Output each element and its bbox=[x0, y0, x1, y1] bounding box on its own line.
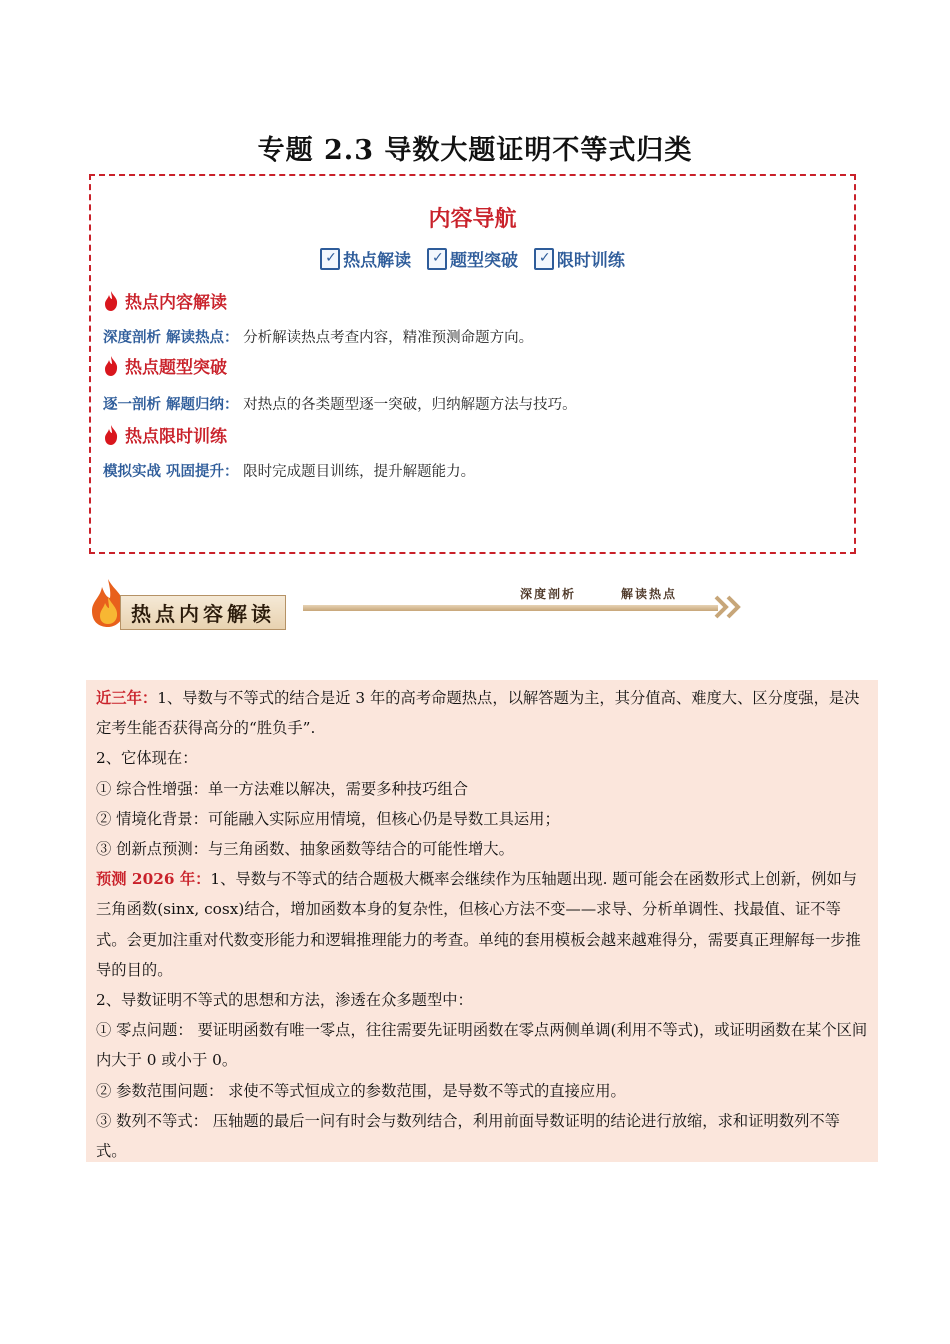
section-heading-hotspot bbox=[103, 288, 227, 313]
nav-tab-label: 热点解读 bbox=[343, 251, 412, 271]
nav-tabs bbox=[91, 246, 854, 275]
content-paragraph: ③ 创新点预测：与三角函数、抽象函数等结合的可能性增大。 bbox=[96, 840, 514, 859]
description-label: 深度剖析 解读热点： bbox=[103, 330, 239, 346]
description-text: 限时完成题目训练，提升解题能力。 bbox=[243, 464, 476, 480]
double-chevron-right-icon bbox=[714, 593, 744, 621]
nav-title: 内容导航 bbox=[428, 207, 517, 232]
banner-subtitle: 解读热点 bbox=[621, 587, 678, 601]
paragraph-label: 近三年： bbox=[96, 689, 158, 707]
checklist-icon bbox=[427, 248, 447, 270]
page-title: 专题 2.3 导数大题证明不等式归类 bbox=[257, 135, 693, 166]
nav-tab-label: 限时训练 bbox=[556, 251, 625, 271]
description-text: 分析解读热点考查内容，精准预测命题方向。 bbox=[243, 330, 534, 346]
description-label: 模拟实战 巩固提升： bbox=[103, 464, 239, 480]
nav-tab-question-types[interactable] bbox=[427, 246, 518, 271]
section-heading-question-types bbox=[103, 353, 227, 378]
section-title: 热点内容解读 bbox=[125, 293, 227, 313]
section-title: 热点限时训练 bbox=[125, 427, 227, 447]
paragraph-text: 1、导数与不等式的结合题极大概率会继续作为压轴题出现. 题可能会在函数形式上创新，例如与三角函数(sinx, cosx)结合，增加函数本身的复杂性，但核心方法不变——求导、分析单调性、找最值、证不等式。会更加注重对代数变形能力和逻辑推理能力的考查。单纯的套用模板会越来越难得分，需要真正理解每一步推导的目的。 bbox=[96, 870, 861, 979]
content-paragraph: ① 综合性增强：单一方法难以解决，需要多种技巧组合 bbox=[96, 779, 468, 798]
content-paragraph bbox=[96, 864, 868, 985]
section-banner bbox=[88, 575, 748, 633]
content-paragraph: ① 零点问题： 要证明函数有唯一零点，往往需要先证明函数在零点两侧单调(利用不等式)，或证明函数在某个区间内大于 0 或小于 0。 bbox=[96, 1021, 868, 1070]
nav-tab-label: 题型突破 bbox=[450, 251, 518, 271]
content-paragraph: ② 参数范围问题： 求使不等式恒成立的参数范围，是导数不等式的直接应用。 bbox=[96, 1081, 626, 1100]
banner-subtitle: 深度剖析 bbox=[520, 587, 577, 601]
description-text: 对热点的各类题型逐一突破，归纳解题方法与技巧。 bbox=[243, 397, 577, 413]
flame-icon bbox=[103, 424, 119, 446]
checklist-icon bbox=[320, 248, 340, 270]
content-paragraph: ③ 数列不等式： 压轴题的最后一问有时会与数列结合，利用前面导数证明的结论进行放缩，求和证明数列不等式。 bbox=[96, 1111, 840, 1161]
content-paragraph: 2、导数证明不等式的思想和方法，渗透在众多题型中： bbox=[96, 991, 473, 1010]
banner-label: 热点内容解读 bbox=[120, 595, 286, 630]
content-navigation-box bbox=[89, 174, 856, 554]
nav-tab-timed-training[interactable] bbox=[534, 246, 625, 271]
content-paragraph: 2、它体现在： bbox=[96, 749, 198, 768]
flame-icon bbox=[103, 290, 119, 312]
banner-line bbox=[303, 605, 718, 611]
hotspot-content-box bbox=[86, 680, 878, 1162]
nav-tab-hotspot[interactable] bbox=[320, 246, 411, 271]
description-label: 逐一剖析 解题归纳： bbox=[103, 397, 239, 413]
section-description bbox=[103, 460, 475, 481]
checklist-icon bbox=[534, 248, 554, 270]
paragraph-text: 1、导数与不等式的结合是近 3 年的高考命题热点，以解答题为主，其分值高、难度大、区分度强，是决定考生能否获得高分的“胜负手”. bbox=[96, 689, 860, 738]
section-description bbox=[103, 326, 533, 347]
content-paragraph: ② 情境化背景：可能融入实际应用情境，但核心仍是导数工具运用； bbox=[96, 809, 560, 828]
content-paragraph bbox=[96, 683, 868, 743]
section-title: 热点题型突破 bbox=[125, 358, 227, 378]
section-heading-timed-training bbox=[103, 422, 227, 447]
flame-icon bbox=[103, 355, 119, 377]
section-description bbox=[103, 393, 577, 414]
paragraph-label: 预测 2026 年： bbox=[96, 870, 211, 889]
